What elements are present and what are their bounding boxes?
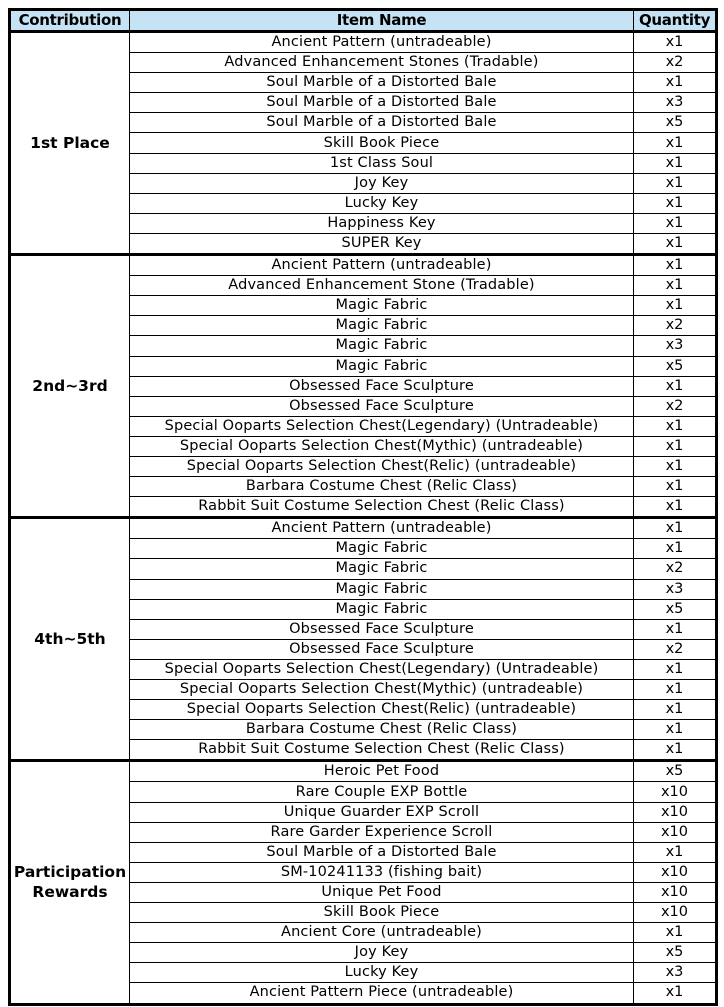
item-name-cell: SUPER Key	[130, 233, 634, 254]
item-name-cell: Special Ooparts Selection Chest(Legendary) (Untradeable)	[130, 659, 634, 679]
item-name-cell: Soul Marble of a Distorted Bale	[130, 842, 634, 862]
quantity-cell: x10	[634, 903, 717, 923]
quantity-cell: x1	[634, 213, 717, 233]
item-name-cell: Ancient Pattern (untradeable)	[130, 32, 634, 53]
quantity-cell: x1	[634, 983, 717, 1004]
reward-group	[10, 518, 717, 761]
contribution-label: 2nd~3rd	[10, 255, 130, 518]
quantity-cell: x1	[634, 497, 717, 518]
item-name-cell: Soul Marble of a Distorted Bale	[130, 93, 634, 113]
quantity-cell: x5	[634, 599, 717, 619]
quantity-cell: x1	[634, 680, 717, 700]
item-name-cell: Special Ooparts Selection Chest(Relic) (untradeable)	[130, 700, 634, 720]
quantity-cell: x1	[634, 32, 717, 53]
item-name-cell: Obsessed Face Sculpture	[130, 639, 634, 659]
item-name-cell: SM-10241133 (fishing bait)	[130, 862, 634, 882]
quantity-cell: x1	[634, 416, 717, 436]
quantity-cell: x1	[634, 173, 717, 193]
quantity-cell: x1	[634, 276, 717, 296]
quantity-cell: x1	[634, 539, 717, 559]
item-name-cell: Magic Fabric	[130, 336, 634, 356]
header-item-name: Item Name	[130, 10, 634, 32]
item-name-cell: Ancient Core (untradeable)	[130, 923, 634, 943]
item-name-cell: Lucky Key	[130, 963, 634, 983]
reward-group	[10, 761, 717, 1004]
quantity-cell: x3	[634, 579, 717, 599]
item-name-cell: Unique Pet Food	[130, 882, 634, 902]
item-name-cell: Ancient Pattern Piece (untradeable)	[130, 983, 634, 1004]
item-name-cell: Lucky Key	[130, 193, 634, 213]
quantity-cell: x1	[634, 436, 717, 456]
quantity-cell: x5	[634, 761, 717, 782]
item-name-cell: Skill Book Piece	[130, 133, 634, 153]
item-name-cell: Heroic Pet Food	[130, 761, 634, 782]
quantity-cell: x1	[634, 296, 717, 316]
reward-group	[10, 255, 717, 518]
header-contribution: Contribution	[10, 10, 130, 32]
quantity-cell: x1	[634, 233, 717, 254]
item-name-cell: Special Ooparts Selection Chest(Legendary) (Untradeable)	[130, 416, 634, 436]
item-name-cell: Ancient Pattern (untradeable)	[130, 255, 634, 276]
table-row	[10, 32, 717, 53]
contribution-label: 4th~5th	[10, 518, 130, 761]
item-name-cell: Obsessed Face Sculpture	[130, 396, 634, 416]
item-name-cell: Soul Marble of a Distorted Bale	[130, 113, 634, 133]
item-name-cell: Magic Fabric	[130, 579, 634, 599]
quantity-cell: x1	[634, 720, 717, 740]
table-row	[10, 255, 717, 276]
item-name-cell: Special Ooparts Selection Chest(Mythic) (untradeable)	[130, 680, 634, 700]
rewards-table	[8, 8, 718, 1006]
quantity-cell: x1	[634, 619, 717, 639]
item-name-cell: Joy Key	[130, 943, 634, 963]
item-name-cell: Skill Book Piece	[130, 903, 634, 923]
quantity-cell: x1	[634, 740, 717, 761]
quantity-cell: x5	[634, 113, 717, 133]
quantity-cell: x1	[634, 456, 717, 476]
quantity-cell: x1	[634, 700, 717, 720]
quantity-cell: x1	[634, 255, 717, 276]
item-name-cell: Magic Fabric	[130, 296, 634, 316]
table-row	[10, 518, 717, 539]
quantity-cell: x1	[634, 842, 717, 862]
item-name-cell: Unique Guarder EXP Scroll	[130, 802, 634, 822]
quantity-cell: x1	[634, 477, 717, 497]
item-name-cell: Ancient Pattern (untradeable)	[130, 518, 634, 539]
quantity-cell: x5	[634, 356, 717, 376]
contribution-label	[10, 761, 130, 1004]
quantity-cell: x10	[634, 882, 717, 902]
item-name-cell: Joy Key	[130, 173, 634, 193]
item-name-cell: Magic Fabric	[130, 559, 634, 579]
item-name-cell: Rare Garder Experience Scroll	[130, 822, 634, 842]
quantity-cell: x2	[634, 53, 717, 73]
quantity-cell: x1	[634, 193, 717, 213]
item-name-cell: Rare Couple EXP Bottle	[130, 782, 634, 802]
quantity-cell: x2	[634, 639, 717, 659]
quantity-cell: x1	[634, 518, 717, 539]
header-quantity: Quantity	[634, 10, 717, 32]
contribution-label-line: Participation	[13, 863, 127, 882]
quantity-cell: x10	[634, 822, 717, 842]
reward-group	[10, 32, 717, 255]
quantity-cell: x10	[634, 802, 717, 822]
quantity-cell: x1	[634, 73, 717, 93]
item-name-cell: Special Ooparts Selection Chest(Relic) (untradeable)	[130, 456, 634, 476]
quantity-cell: x3	[634, 336, 717, 356]
quantity-cell: x1	[634, 133, 717, 153]
item-name-cell: Happiness Key	[130, 213, 634, 233]
quantity-cell: x3	[634, 963, 717, 983]
quantity-cell: x2	[634, 396, 717, 416]
header-row	[10, 10, 717, 32]
quantity-cell: x1	[634, 376, 717, 396]
item-name-cell: Magic Fabric	[130, 539, 634, 559]
item-name-cell: Magic Fabric	[130, 316, 634, 336]
table-header	[10, 10, 717, 32]
quantity-cell: x1	[634, 659, 717, 679]
quantity-cell: x1	[634, 923, 717, 943]
item-name-cell: Obsessed Face Sculpture	[130, 376, 634, 396]
item-name-cell: Rabbit Suit Costume Selection Chest (Relic Class)	[130, 740, 634, 761]
item-name-cell: Magic Fabric	[130, 356, 634, 376]
item-name-cell: Rabbit Suit Costume Selection Chest (Relic Class)	[130, 497, 634, 518]
item-name-cell: Soul Marble of a Distorted Bale	[130, 73, 634, 93]
item-name-cell: Barbara Costume Chest (Relic Class)	[130, 720, 634, 740]
quantity-cell: x2	[634, 559, 717, 579]
item-name-cell: Advanced Enhancement Stone (Tradable)	[130, 276, 634, 296]
item-name-cell: Advanced Enhancement Stones (Tradable)	[130, 53, 634, 73]
item-name-cell: Magic Fabric	[130, 599, 634, 619]
quantity-cell: x5	[634, 943, 717, 963]
quantity-cell: x10	[634, 862, 717, 882]
quantity-cell: x10	[634, 782, 717, 802]
contribution-label-line: Rewards	[32, 883, 108, 902]
item-name-cell: Special Ooparts Selection Chest(Mythic) (untradeable)	[130, 436, 634, 456]
table-row	[10, 761, 717, 782]
item-name-cell: Barbara Costume Chest (Relic Class)	[130, 477, 634, 497]
item-name-cell: Obsessed Face Sculpture	[130, 619, 634, 639]
quantity-cell: x3	[634, 93, 717, 113]
quantity-cell: x2	[634, 316, 717, 336]
contribution-label: 1st Place	[10, 32, 130, 255]
item-name-cell: 1st Class Soul	[130, 153, 634, 173]
quantity-cell: x1	[634, 153, 717, 173]
